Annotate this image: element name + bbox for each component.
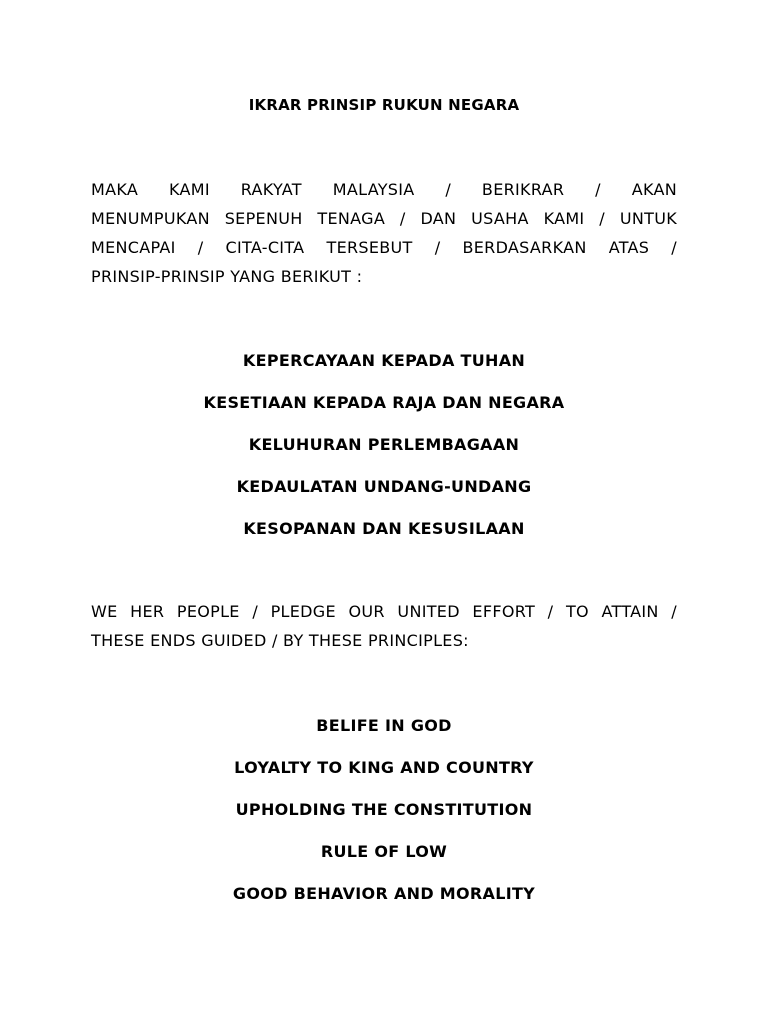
english-principle-item: BELIFE IN GOD: [316, 716, 452, 735]
english-principle-item: GOOD BEHAVIOR AND MORALITY: [232, 884, 536, 903]
english-pledge-line: THESE ENDS GUIDED / BY THESE PRINCIPLES:: [91, 631, 469, 650]
malay-pledge-line: MENCAPAI / CITA-CITA TERSEBUT / BERDASARKAN ATAS /: [91, 238, 677, 257]
malay-pledge-paragraph: [91, 175, 677, 291]
malay-pledge-line: PRINSIP-PRINSIP YANG BERIKUT :: [91, 267, 363, 286]
english-pledge-line: WE HER PEOPLE / PLEDGE OUR UNITED EFFORT / TO ATTAIN /: [91, 602, 677, 621]
document-title: IKRAR PRINSIP RUKUN NEGARA: [248, 96, 520, 114]
english-pledge-paragraph: [91, 597, 677, 655]
malay-principle-item: KESETIAAN KEPADA RAJA DAN NEGARA: [203, 393, 565, 412]
english-principle-item: LOYALTY TO KING AND COUNTRY: [234, 758, 534, 777]
malay-principle-item: KEPERCAYAAN KEPADA TUHAN: [242, 351, 526, 370]
malay-principle-item: KEDAULATAN UNDANG-UNDANG: [236, 477, 532, 496]
malay-pledge-line: MENUMPUKAN SEPENUH TENAGA / DAN USAHA KAMI / UNTUK: [91, 209, 677, 228]
malay-principles-list: [0, 351, 768, 561]
english-principle-item: UPHOLDING THE CONSTITUTION: [235, 800, 533, 819]
english-principle-item: RULE OF LOW: [320, 842, 448, 861]
malay-principle-item: KELUHURAN PERLEMBAGAAN: [248, 435, 520, 454]
malay-principle-item: KESOPANAN DAN KESUSILAAN: [243, 519, 525, 538]
malay-pledge-line: MAKA KAMI RAKYAT MALAYSIA / BERIKRAR / AKAN: [91, 180, 677, 199]
english-principles-list: [0, 716, 768, 926]
